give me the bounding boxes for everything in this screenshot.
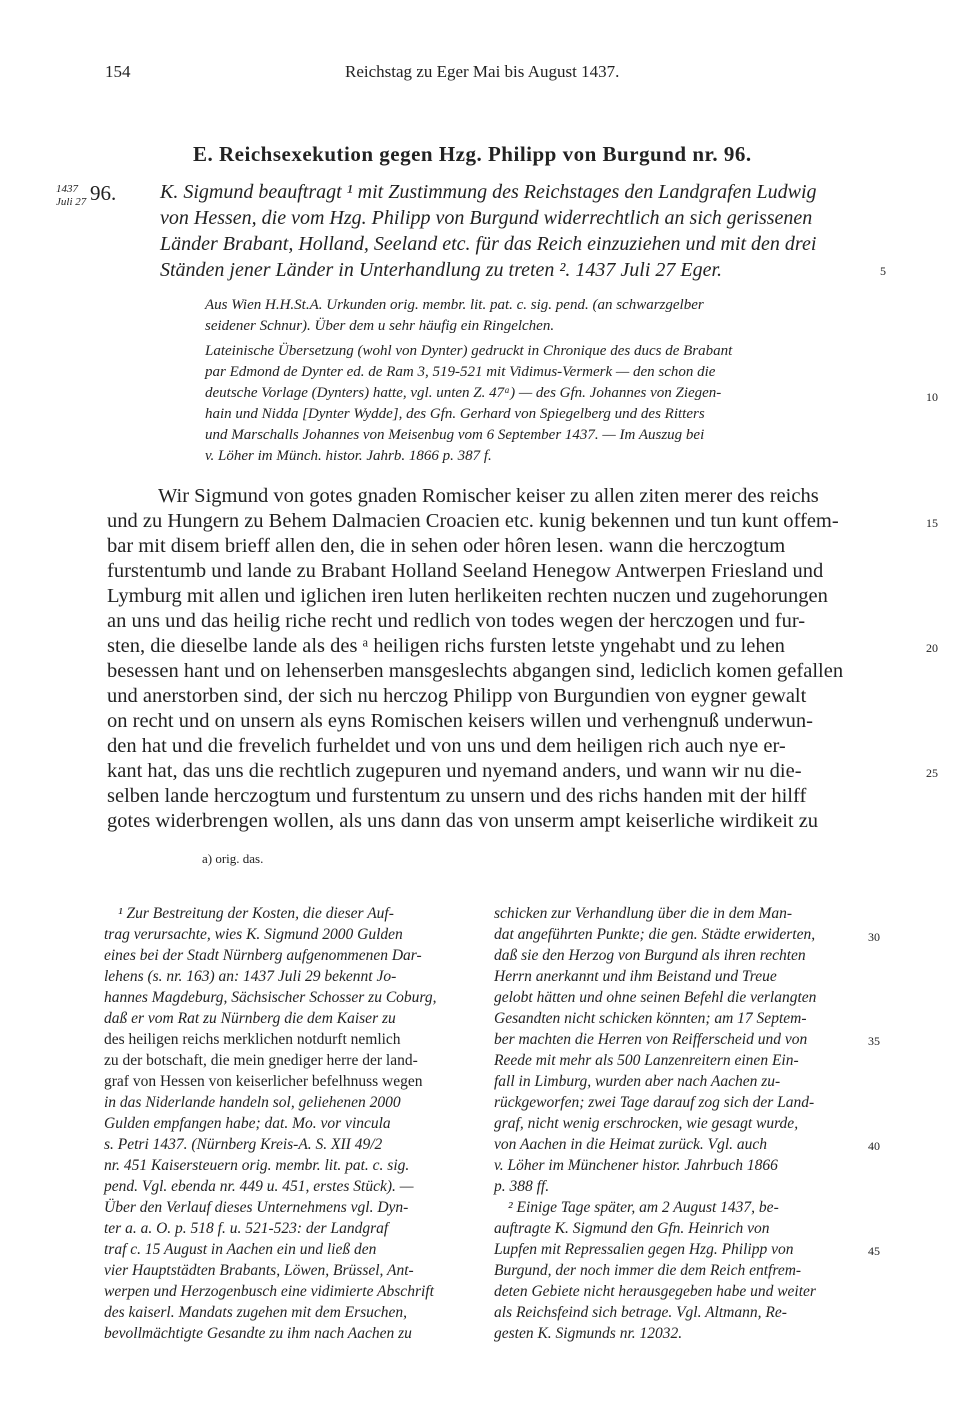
source-line: Aus Wien H.H.St.A. Urkunden orig. membr. lit. pat. c. sig. pend. (an schwarzgelber [205,297,704,313]
footnote-line: deten Gebiete nicht herausgegeben habe und weiter [494,1283,816,1300]
footnote-line: daß er vom Rat zu Nürnberg die dem Kaiser zu [104,1010,396,1027]
footnote-line: in das Niderlande handeln sol, geliehenen 2000 [104,1094,401,1111]
margin-line-number: 15 [926,516,938,530]
footnote-line: gelobt hätten und ohne seinen Befehl die verlangten [494,989,817,1006]
page-number: 154 [105,62,131,81]
source-line: deutsche Vorlage (Dynters) hatte, vgl. unten Z. 47ᵃ) — des Gfn. Johannes von Ziegen- [205,385,722,401]
source-line: seidener Schnur). Über dem u sehr häufig ein Ringelchen. [205,318,555,334]
text-line: kant hat, das uns die rechtlich zugepuren und nyemand anders, und wann wir nu die- [107,760,802,782]
margin-line-number: 35 [868,1034,880,1048]
section-heading: E. Reichsexekution gegen Hzg. Philipp von Burgund nr. 96. [193,142,752,166]
regest-line: Länder Brabant, Holland, Seeland etc. für das Reich einzuziehen und mit den drei [160,233,817,255]
footnote-line: gesten K. Sigmunds nr. 12032. [494,1325,683,1342]
source-line: und Marschalls Johannes von Meisenbug vom 6 September 1437. — Im Auszug bei [205,427,705,443]
footnote-line: Herrn anerkannt und ihm Beistand und Treue [494,968,777,985]
footnote-line: schicken zur Verhandlung über die in dem Man- [494,905,793,922]
footnote-line: Gesandten nicht schicken könnten; am 17 Septem- [494,1010,807,1027]
text-line: sten, die dieselbe lande als des ᵃ heiligen richs fursten letste yngehabt und zu lehen [107,635,785,657]
source-line: Lateinische Übersetzung (wohl von Dynter) gedruckt in Chronique des ducs de Brabant [205,343,733,359]
text-line: gotes widerbrengen wollen, als uns dann das von unserm ampt keiserliche wirdikeit zu [107,810,819,832]
footnote-line: v. Löher im Münchener histor. Jahrbuch 1866 [494,1157,778,1174]
text-line: Lymburg mit allen und iglichen iren luten herlikeiten rechten nuczen und zugehorungen [107,585,828,607]
margin-line-number: 25 [926,766,938,780]
footnote-line: pend. Vgl. ebenda nr. 449 u. 451, erstes Stück). — [104,1178,414,1195]
document-date-year: 1437 [56,183,78,195]
text-line: den hat und die frevelich furheldet und von uns und dem heiligen rich auch nye er- [107,735,786,757]
footnote-line: graf, nicht wenig erschrocken, wie gesagt wurde, [494,1115,799,1132]
footnote-line: hannes Magdeburg, Sächsischer Schosser zu Coburg, [104,989,437,1006]
footnote-line: ter a. a. O. p. 518 f. u. 521-523: der Landgraf [104,1220,389,1237]
document-date [56,183,86,209]
margin-line-number: 30 [868,930,880,944]
document-number: 96. [90,181,117,205]
text-line: furstentumb und lande zu Brabant Holland Seeland Henegow Antwerpen Friesland und [107,560,824,582]
margin-line-number: 5 [880,264,886,278]
footnote-line: Lupfen mit Repressalien gegen Hzg. Philipp von [494,1241,794,1258]
text-line: besessen hant und on lehenserben mansgeslechts abgangen sind, lediclich komen gefallen [107,660,844,682]
margin-line-number: 45 [868,1244,880,1258]
footnote-line: s. Petri 1437. (Nürnberg Kreis-A. S. XII 49/2 [104,1136,383,1153]
footnote-line: Über den Verlauf dieses Unternehmens vgl. Dyn- [104,1199,409,1216]
text-line: Wir Sigmund von gotes gnaden Romischer keiser zu allen ziten merer des reichs [158,485,819,507]
footnote-line: graf von Hessen von keiserlicher befelhnuss wegen [104,1073,423,1090]
footnote-line: rückgeworfen; zwei Tage darauf zog sich der Land- [494,1094,815,1111]
footnote-line: eines bei der Stadt Nürnberg aufgenommenen Dar- [104,947,422,964]
regest-line: von Hessen, die vom Hzg. Philipp von Burgund widerrechtlich an sich gerissenen [160,207,813,229]
footnote-line: bevollmächtigte Gesandte zu ihm nach Aachen zu [104,1325,412,1342]
footnote-line: vier Hauptstädten Brabants, Löwen, Brüssel, Ant- [104,1262,414,1279]
margin-line-number: 20 [926,641,938,655]
footnote-line: fall in Limburg, wurden aber nach Aachen zu- [494,1073,781,1090]
footnote-line: Reede mit mehr als 500 Lanzenreitern einen Ein- [494,1052,799,1069]
text-line: und zu Hungern zu Behem Dalmacien Croacien etc. kunig bekennen und tun kunt offem- [107,510,839,532]
document-date-day: Juli 27 [56,196,87,208]
source-line: v. Löher im Münch. histor. Jahrb. 1866 p. 387 f. [205,448,492,464]
footnote-line: daß sie den Herzog von Burgund als ihren rechten [494,947,806,964]
footnote-line: lehens (s. nr. 163) an: 1437 Juli 29 bekennt Jo- [104,968,397,985]
margin-line-number: 10 [926,390,938,404]
text-line: und anerstorben sind, der sich nu herczog Philipp von Burgundien von eygner gewalt [107,685,807,707]
footnote-line: trag verursachte, wies K. Sigmund 2000 Gulden [104,926,403,943]
regest-line: K. Sigmund beauftragt ¹ mit Zustimmung des Reichstages den Landgrafen Ludwig [160,181,817,203]
footnote-line: ² Einige Tage später, am 2 August 1437, be- [508,1199,779,1216]
margin-line-number: 40 [868,1139,880,1153]
footnote-line: Burgund, der noch immer die dem Reich entfrem- [494,1262,802,1279]
text-line: on recht und on unsern als eyns Romischen keisers willen und verhengnuß underwun- [107,710,813,732]
footnote-line: des heiligen reichs merklichen notdurft nemlich [104,1031,401,1048]
variant-note: a) orig. das. [202,851,264,866]
text-line: an uns und das heilig riche recht und redlich von todes wegen der herczogen und fur- [107,610,806,632]
running-head: Reichstag zu Eger Mai bis August 1437. [345,62,620,81]
source-line: hain und Nidda [Dynter Wydde], des Gfn. Gerhard von Spiegelberg und des Ritters [205,406,705,422]
footnote-line: nr. 451 Kaisersteuern orig. membr. lit. pat. c. sig. [104,1157,410,1174]
footnote-line: auftragte K. Sigmund den Gfn. Heinrich von [494,1220,770,1237]
footnote-line: ber machten die Herren von Reifferscheid und von [494,1031,808,1048]
footnote-line: des kaiserl. Mandats zugehen mit dem Ersuchen, [104,1304,408,1321]
footnote-line: p. 388 ff. [494,1178,550,1195]
footnote-line: als Reichsfeind sich betrage. Vgl. Altmann, Re- [494,1304,787,1321]
text-line: selben lande herczogtum und furstentum zu unsern und des richs handen mit der hilff [107,785,807,807]
source-line: par Edmond de Dynter ed. de Ram 3, 519-521 mit Vidimus-Vermerk — den schon die [205,364,716,380]
text-line: bar mit disem brieff allen den, die in sehen oder hôren lesen. wann die herczogtum [107,535,786,557]
footnote-line: ¹ Zur Bestreitung der Kosten, die dieser Auf- [118,905,394,922]
footnote-line: Gulden empfangen habe; dat. Mo. vor vincula [104,1115,391,1132]
regest-line: Ständen jener Länder in Unterhandlung zu treten ². 1437 Juli 27 Eger. [160,259,723,281]
footnote-line: traf c. 15 August in Aachen ein und ließ den [104,1241,377,1258]
footnote-line: werpen und Herzogenbusch eine vidimierte Abschrift [104,1283,434,1300]
footnote-line: zu der botschaft, die mein gnediger herre der land- [104,1052,418,1069]
footnote-line: dat angeführten Punkte; die gen. Städte erwiderten, [494,926,816,943]
footnote-line: von Aachen in die Heimat zurück. Vgl. auch [494,1136,768,1153]
